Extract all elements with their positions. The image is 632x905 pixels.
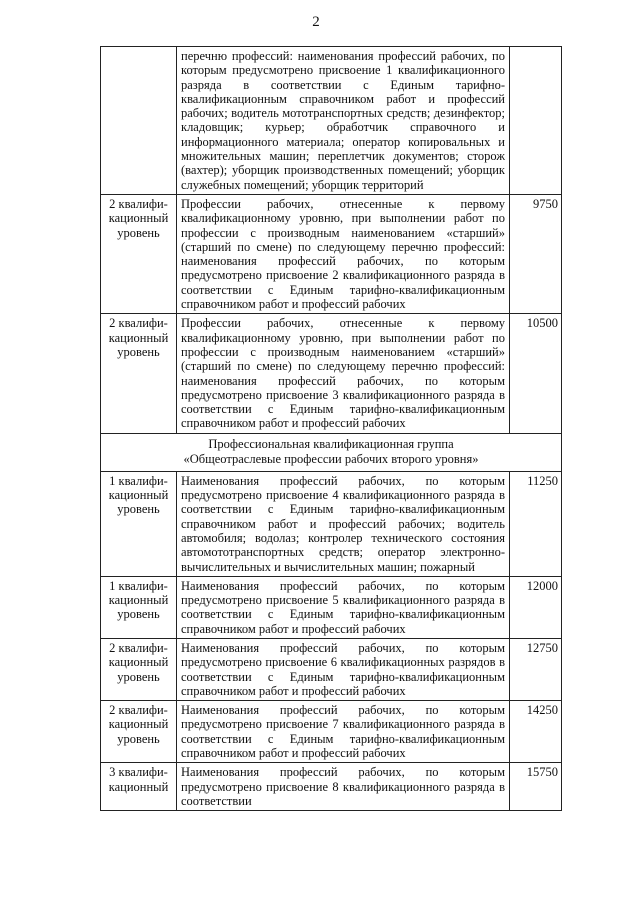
qualification-level-line: кационный xyxy=(108,211,169,226)
qualification-level xyxy=(101,576,177,638)
qualification-level-line: 3 квалифи- xyxy=(109,765,168,780)
qualification-level xyxy=(101,763,177,811)
salary-table xyxy=(100,46,562,811)
profession-description: Профессии рабочих, отнесенные к первому квалификационному уровню, при выполнении работ по профессии с производным наименованием «старший» (старший по смене) по следующему перечню профессий: наименования профессий рабочих, по которым предусмотрено присвоение 3 квалификационного разряда в соответствии с Единым тарифно-квалификационным справочником работ и профессий рабочих xyxy=(177,314,510,433)
qualification-level-line: уровень xyxy=(117,502,160,517)
qualification-level-line: кационный xyxy=(108,717,169,732)
qualification-level xyxy=(101,194,177,313)
table-row xyxy=(101,314,562,433)
table-row xyxy=(101,576,562,638)
qualification-level-line: уровень xyxy=(117,669,160,684)
salary-amount: 9750 xyxy=(510,194,562,313)
group-header-line: Профессиональная квалификационная группа xyxy=(208,436,454,451)
qualification-level-line: уровень xyxy=(117,731,160,746)
salary-amount: 15750 xyxy=(510,763,562,811)
table-row xyxy=(101,701,562,763)
profession-description: Наименования профессий рабочих, по которым предусмотрено присвоение 4 квалификационного разряда в соответствии с Единым тарифно-квалификационным справочником работ и профессий рабочих; водитель автомобиля; водолаз; контролер технического состояния автомототранспортных средств; оператор электронно-вычислительных и вычислительных машин; пожарный xyxy=(177,471,510,576)
page-number: 2 xyxy=(312,14,320,30)
profession-description: Наименования профессий рабочих, по которым предусмотрено присвоение 6 квалификационных разрядов в соответствии с Единым тарифно-квалификационным справочником работ и профессий рабочих xyxy=(177,638,510,700)
table-row xyxy=(101,194,562,313)
qualification-level xyxy=(101,47,177,195)
table-row xyxy=(101,763,562,811)
qualification-level-line: кационный xyxy=(108,779,169,794)
table-row xyxy=(101,638,562,700)
profession-description: Наименования профессий рабочих, по которым предусмотрено присвоение 5 квалификационного разряда в соответствии с Единым тарифно-квалификационным справочником работ и профессий рабочих xyxy=(177,576,510,638)
salary-amount: 12000 xyxy=(510,576,562,638)
profession-description: Наименования профессий рабочих, по которым предусмотрено присвоение 8 квалификационного разряда в соответствии xyxy=(177,763,510,811)
group-header-row xyxy=(101,433,562,471)
qualification-level-line: уровень xyxy=(117,607,160,622)
qualification-level-line: 1 квалифи- xyxy=(109,473,168,488)
table-body xyxy=(101,47,562,811)
qualification-level-line: кационный xyxy=(108,330,169,345)
salary-amount xyxy=(510,47,562,195)
qualification-level-line: кационный xyxy=(108,488,169,503)
profession-description: перечню профессий: наименования профессий рабочих, по которым предусмотрено присвоение 1 квалификационного разряда в соответствии с Единым тарифно-квалификационным справочником работ и профессий рабочих; водитель мототранспортных средств; дезинфектор; кладовщик; курьер; обработчик справочного и информационного материала; оператор копировальных и множительных машин; переплетчик документов; сторож (вахтер); уборщик производственных помещений; уборщик служебных помещений; уборщик территорий xyxy=(177,47,510,195)
qualification-level-line: уровень xyxy=(117,225,160,240)
salary-amount: 12750 xyxy=(510,638,562,700)
qualification-level xyxy=(101,638,177,700)
qualification-level-line: кационный xyxy=(108,593,169,608)
qualification-level-line: 2 квалифи- xyxy=(109,640,168,655)
qualification-level xyxy=(101,314,177,433)
salary-amount: 11250 xyxy=(510,471,562,576)
salary-amount: 10500 xyxy=(510,314,562,433)
qualification-level-line: 1 квалифи- xyxy=(109,578,168,593)
qualification-level-line: кационный xyxy=(108,655,169,670)
salary-amount: 14250 xyxy=(510,701,562,763)
qualification-level xyxy=(101,701,177,763)
group-header xyxy=(101,433,562,471)
qualification-level-line: 2 квалифи- xyxy=(109,316,168,331)
table-row xyxy=(101,471,562,576)
profession-description: Наименования профессий рабочих, по которым предусмотрено присвоение 7 квалификационного разряда в соответствии с Единым тарифно-квалификационным справочником работ и профессий рабочих xyxy=(177,701,510,763)
qualification-level-line: уровень xyxy=(117,344,160,359)
group-header-line: «Общеотраслевые профессии рабочих второго уровня» xyxy=(183,451,479,466)
profession-description: Профессии рабочих, отнесенные к первому квалификационному уровню, при выполнении работ по профессии с производным наименованием «старший» (старший по смене) по следующему перечню профессий: наименования профессий рабочих, по которым предусмотрено присвоение 2 квалификационного разряда в соответствии с Единым тарифно-квалификационным справочником работ и профессий рабочих xyxy=(177,194,510,313)
qualification-level-line: 2 квалифи- xyxy=(109,703,168,718)
qualification-level xyxy=(101,471,177,576)
table-row xyxy=(101,47,562,195)
qualification-level-line: 2 квалифи- xyxy=(109,196,168,211)
